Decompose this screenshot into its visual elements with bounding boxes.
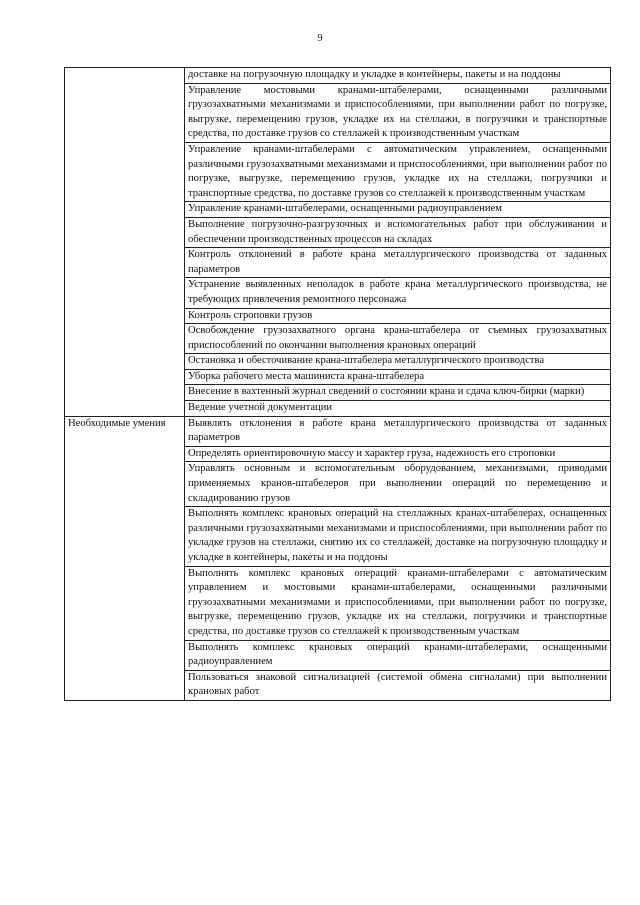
table-cell: Контроль строповки грузов <box>185 308 611 324</box>
table-cell: Управлять основным и вспомогательным оборудованием, механизмами, приводами применяемых кранов-штабелеров при выполнении операций по перемещению и складированию грузов <box>185 462 611 507</box>
table-cell: Управление кранами-штабелерами, оснащенными радиоуправлением <box>185 202 611 218</box>
table-cell: Пользоваться знаковой сигнализацией (системой обмена сигналами) при выполнении крановых работ <box>185 670 611 700</box>
table-cell: Внесение в вахтенный журнал сведений о состоянии крана и сдача ключ-бирки (марки) <box>185 385 611 401</box>
table-cell: Управление кранами-штабелерами с автоматическим управлением, оснащенными различными грузозахватными механизмами и приспособлениями, при выполнении работ по погрузке, выгрузке, перемещению грузов, укладке их на стеллажи, погрузчики и транспортные средства, по доставке грузов со стеллажей к производственным участкам <box>185 142 611 201</box>
table-cell: Выявлять отклонения в работе крана металлургического производства от заданных параметров <box>185 416 611 446</box>
table-cell: Устранение выявленных неполадок в работе крана металлургического производства, не требующих привлечения ремонтного персонажа <box>185 278 611 308</box>
table-cell: Управление мостовыми кранами-штабелерами, оснащенными различными грузозахватными механизмами и приспособлениями, при выполнении работ по погрузке, выгрузке, перемещению грузов, укладке их на стеллажи, в погрузчики и транспортные средства, по доставке грузов со стеллажей к производственным участкам <box>185 83 611 142</box>
table-cell: Ведение учетной документации <box>185 401 611 417</box>
table-cell: доставке на погрузочную площадку и укладке в контейнеры, пакеты и на поддоны <box>185 68 611 84</box>
table-cell: Освобождение грузозахватного органа крана-штабелера от съемных грузозахватных приспособлений по окончании выполнения крановых операций <box>185 324 611 354</box>
table-row <box>65 68 611 84</box>
table-cell: Контроль отклонений в работе крана металлургического производства от заданных параметров <box>185 248 611 278</box>
table-cell: Выполнять комплекс крановых операций кранами-штабелерами, оснащенными радиоуправлением <box>185 640 611 670</box>
table-cell: Выполнять комплекс крановых операций на стеллажных кранах-штабелерах, оснащенных различными грузозахватными механизмами и приспособлениями, при выполнении работ по укладке грузов на стеллажи, снятию их со стеллажей, доставке на погрузочную площадку и укладке в контейнеры, пакеты и на поддоны <box>185 507 611 566</box>
table-cell: Остановка и обесточивание крана-штабелера металлургического производства <box>185 354 611 370</box>
table-cell: Выполнение погрузочно-разгрузочных и вспомогательных работ при обслуживании и обеспечении производственных процессов на складах <box>185 217 611 247</box>
table-cell: Выполнять комплекс крановых операций кранами-штабелерами с автоматическим управлением и мостовыми кранами-штабелерами, оснащенными различными грузозахватными механизмами и приспособлениями, при выполнении работ по погрузке, выгрузке, перемещению грузов, укладке их на стеллажи, погрузчики и транспортные средства, по доставке грузов со стеллажей к производственным участкам <box>185 566 611 640</box>
requirements-table <box>64 67 611 701</box>
table-cell: Уборка рабочего места машиниста крана-штабелера <box>185 369 611 385</box>
page-number: 9 <box>317 33 323 44</box>
table-row <box>65 416 611 446</box>
table-cell: Определять ориентировочную массу и характер груза, надежность его строповки <box>185 446 611 462</box>
row-label-cell: Необходимые умения <box>65 416 185 700</box>
row-label-cell <box>65 68 185 417</box>
